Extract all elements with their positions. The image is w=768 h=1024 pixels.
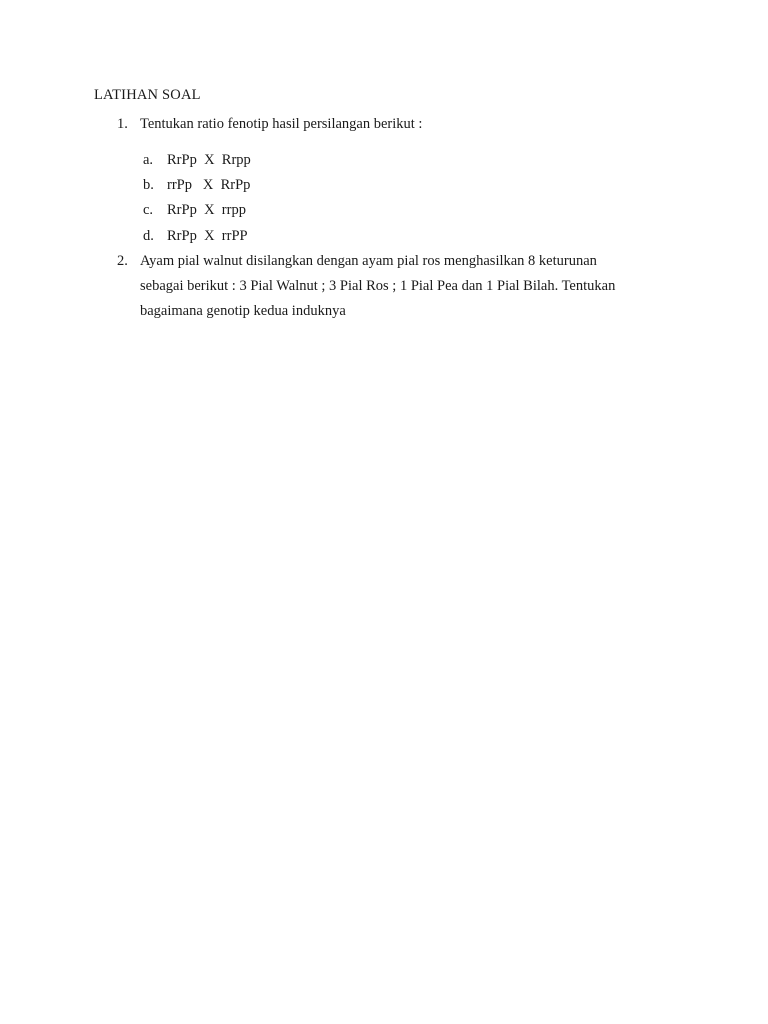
item-marker: d. bbox=[143, 228, 154, 244]
item-marker: a. bbox=[143, 152, 154, 168]
question-text: Tentukan ratio fenotip hasil persilangan berikut : bbox=[140, 116, 423, 132]
question-text-line: sebagai berikut : 3 Pial Walnut ; 3 Pial Ros ; 1 Pial Pea dan 1 Pial Bilah. Tentukan bbox=[140, 278, 616, 294]
item-text: RrPp X rrpp bbox=[167, 202, 246, 218]
question-number: 1. bbox=[117, 116, 128, 132]
item-text: RrPp X rrPP bbox=[167, 228, 248, 244]
question-text-line: Ayam pial walnut disilangkan dengan ayam pial ros menghasilkan 8 keturunan bbox=[140, 253, 597, 269]
item-marker: c. bbox=[143, 202, 154, 218]
question-text-line: bagaimana genotip kedua induknya bbox=[140, 303, 346, 319]
item-marker: b. bbox=[143, 177, 154, 193]
item-text: rrPp X RrPp bbox=[167, 177, 251, 193]
question-number: 2. bbox=[117, 253, 128, 269]
page-title: LATIHAN SOAL bbox=[94, 87, 201, 103]
item-text: RrPp X Rrpp bbox=[167, 152, 251, 168]
